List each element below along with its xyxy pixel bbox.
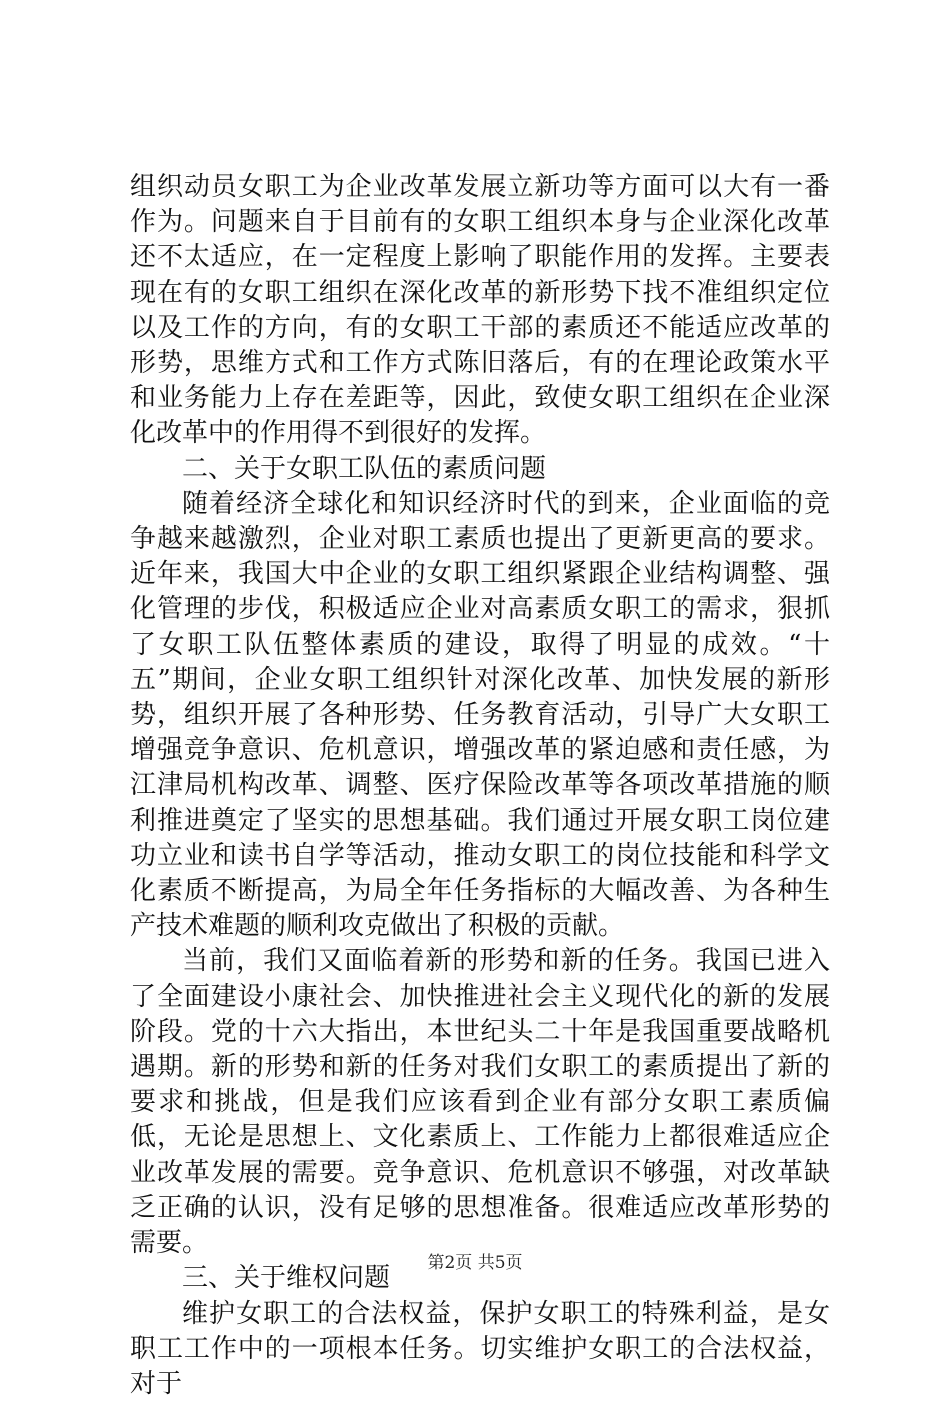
paragraph-1: 组织动员女职工为企业改革发展立新功等方面可以大有一番作为。问题来自于目前有的女职工组织本身与企业深化改革还不太适应，在一定程度上影响了职能作用的发挥。主要表现在有的女职工组织在深化改革的新形势下找不准组织定位以及工作的方向，有的女职工干部的素质还不能适应改革的形势，思维方式和工作方式陈旧落后，有的在理论政策水平和业务能力上存在差距等，因此，致使女职工组织在企业深化改革中的作用得不到很好的发挥。	[130, 170, 830, 452]
document-body	[130, 170, 830, 1402]
page-footer: 第2页 共5页	[0, 1248, 950, 1273]
section-heading-2: 二、关于女职工队伍的素质问题	[130, 452, 830, 487]
section-heading-3: 三、关于维权问题	[130, 1261, 830, 1296]
paragraph-2: 随着经济全球化和知识经济时代的到来，企业面临的竞争越来越激烈，企业对职工素质也提出了更新更高的要求。近年来，我国大中企业的女职工组织紧跟企业结构调整、强化管理的步伐，积极适应企业对高素质女职工的需求，狠抓了女职工队伍整体素质的建设，取得了明显的成效。“十五”期间，企业女职工组织针对深化改革、加快发展的新形势，组织开展了各种形势、任务教育活动，引导广大女职工增强竞争意识、危机意识，增强改革的紧迫感和责任感，为江津局机构改革、调整、医疗保险改革等各项改革措施的顺利推进奠定了坚实的思想基础。我们通过开展女职工岗位建功立业和读书自学等活动，推动女职工的岗位技能和科学文化素质不断提高，为局全年任务指标的大幅改善、为各种生产技术难题的顺利攻克做出了积极的贡献。	[130, 487, 830, 945]
paragraph-3: 当前，我们又面临着新的形势和新的任务。我国已进入了全面建设小康社会、加快推进社会主义现代化的新的发展阶段。党的十六大指出，本世纪头二十年是我国重要战略机遇期。新的形势和新的任务对我们女职工的素质提出了新的要求和挑战，但是我们应该看到企业有部分女职工素质偏低，无论是思想上、文化素质上、工作能力上都很难适应企业改革发展的需要。竞争意识、危机意识不够强，对改革缺乏正确的认识，没有足够的思想准备。很难适应改革形势的需要。	[130, 944, 830, 1261]
paragraph-4: 维护女职工的合法权益，保护女职工的特殊利益，是女职工工作中的一项根本任务。切实维护女职工的合法权益，对于	[130, 1297, 830, 1402]
